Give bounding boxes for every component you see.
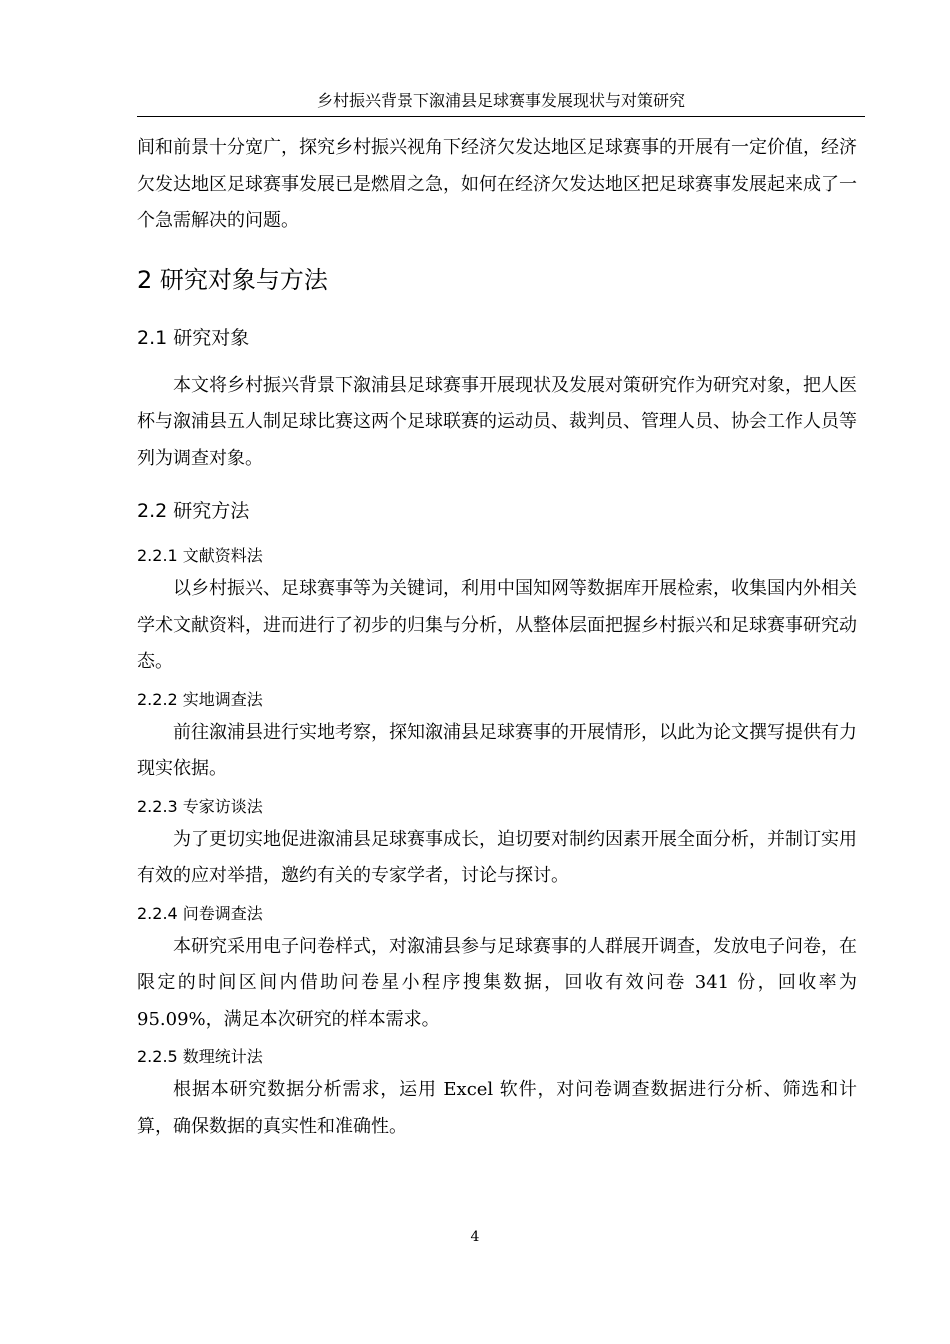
method-literature-heading: 2.2.1 文献资料法	[137, 546, 263, 565]
section-2-heading: 2 研究对象与方法	[137, 265, 328, 294]
header-rule	[137, 116, 865, 117]
intro-continuation-paragraph: 间和前景十分宽广，探究乡村振兴视角下经济欠发达地区足球赛事的开展有一定价值，经济欠发达地区足球赛事发展已是燃眉之急，如何在经济欠发达地区把足球赛事发展起来成了一个急需解决的问题。	[137, 137, 857, 231]
section-2-1-paragraph: 本文将乡村振兴背景下溆浦县足球赛事开展现状及发展对策研究作为研究对象，把人医杯与溆浦县五人制足球比赛这两个足球联赛的运动员、裁判员、管理人员、协会工作人员等列为调查对象。	[137, 374, 857, 469]
page-body	[137, 130, 857, 1145]
method-questionnaire-heading: 2.2.4 问卷调查法	[137, 903, 263, 923]
method-field-survey-heading: 2.2.2 实地调查法	[137, 689, 263, 709]
method-expert-interview-heading: 2.2.3 专家访谈法	[137, 796, 263, 816]
method-field-survey-paragraph: 前往溆浦县进行实地考察，探知溆浦县足球赛事的开展情形，以此为论文撰写提供有力现实依据。	[137, 721, 857, 779]
method-expert-interview-paragraph: 为了更切实地促进溆浦县足球赛事成长，迫切要对制约因素开展全面分析，并制订实用有效的应对举措，邀约有关的专家学者，讨论与探讨。	[137, 828, 857, 886]
method-statistics-heading: 2.2.5 数理统计法	[137, 1047, 263, 1066]
section-2-1-heading: 2.1 研究对象	[137, 326, 250, 349]
page-number: 4	[470, 1229, 480, 1245]
method-literature-paragraph: 以乡村振兴、足球赛事等为关键词，利用中国知网等数据库开展检索，收集国内外相关学术文献资料，进而进行了初步的归集与分析，从整体层面把握乡村振兴和足球赛事研究动态。	[137, 578, 857, 672]
method-statistics-paragraph: 根据本研究数据分析需求，运用 Excel 软件，对问卷调查数据进行分析、筛选和计算，确保数据的真实性和准确性。	[137, 1079, 857, 1137]
method-questionnaire-paragraph: 本研究采用电子问卷样式，对溆浦县参与足球赛事的人群展开调查，发放电子问卷，在限定的时间区间内借助问卷星小程序搜集数据，回收有效问卷 341 份，回收率为 95.09%，满足本次研究的样本需求。	[137, 935, 857, 1030]
running-header: 乡村振兴背景下溆浦县足球赛事发展现状与对策研究	[316, 91, 685, 110]
section-2-2-heading: 2.2 研究方法	[137, 500, 250, 522]
